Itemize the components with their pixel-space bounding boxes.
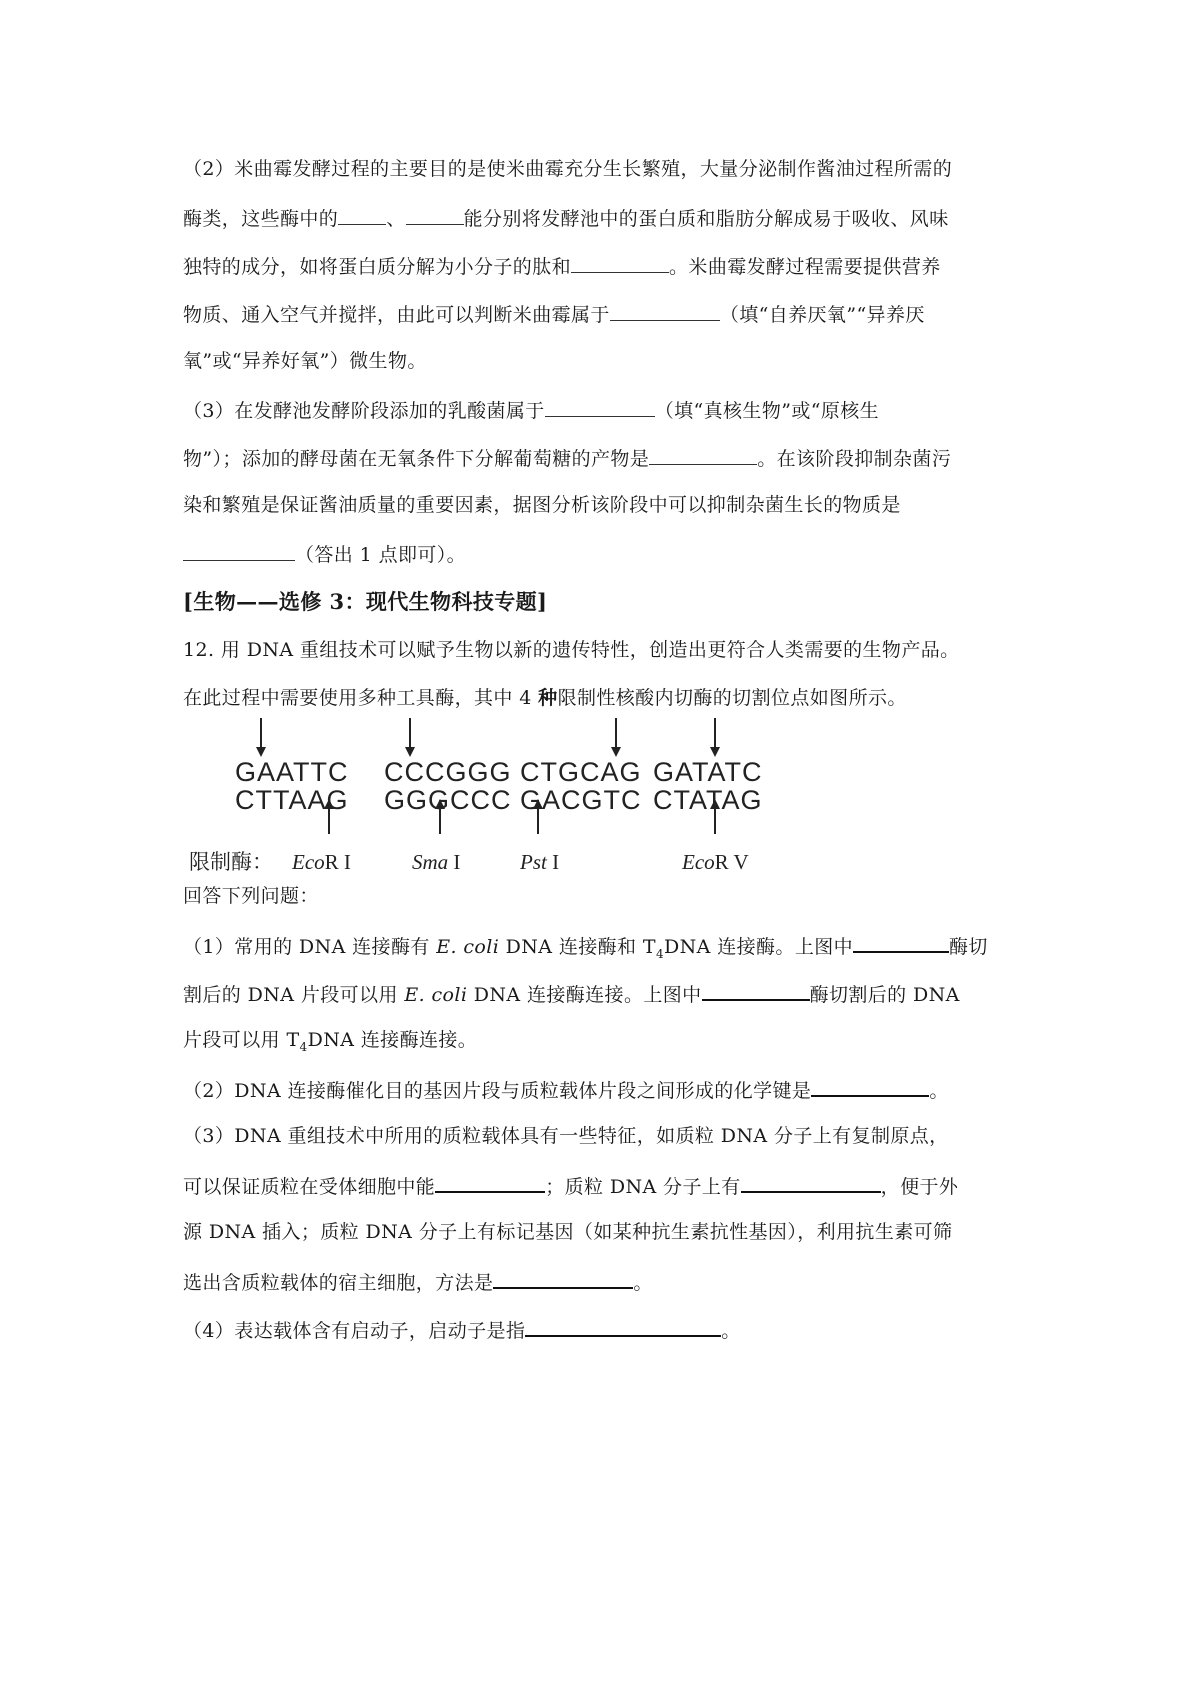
seq-top-psti: CTGCAG xyxy=(520,757,642,787)
q12-s1-line2 xyxy=(183,979,960,1008)
answer-blank[interactable] xyxy=(702,979,810,1001)
text: 。米曲霉发酵过程需要提供营养 xyxy=(669,256,941,278)
text: DNA 连接酶。上图中 xyxy=(664,936,854,958)
text: 。 xyxy=(721,1320,741,1342)
text: 、 xyxy=(386,208,406,230)
answer-blank[interactable] xyxy=(811,1075,929,1097)
q12-s2-line1 xyxy=(183,1075,949,1104)
answer-blank[interactable] xyxy=(741,1171,881,1193)
q12-intro-line1 xyxy=(183,637,960,663)
answer-blank[interactable] xyxy=(435,1171,545,1193)
q11-p3-line2 xyxy=(183,444,951,472)
enzyme-name-ecorv: EcoR V xyxy=(682,850,749,874)
text: 回答下列问题： xyxy=(183,885,319,907)
text: DNA 连接酶连接。上图中 xyxy=(467,984,702,1006)
seq-bottom-ecorv: CTATAG xyxy=(653,785,763,815)
text: 酶切割后的 DNA xyxy=(809,984,960,1006)
enzyme-name-smai: Sma I xyxy=(412,850,461,874)
seq-bottom-psti: GACGTC xyxy=(520,785,642,815)
text: 割后的 DNA 片段可以用 xyxy=(183,984,405,1006)
text: 酶切 xyxy=(949,936,988,958)
q12-s4-line1 xyxy=(183,1315,741,1344)
subscript: 4 xyxy=(299,1039,308,1054)
text: （2）米曲霉发酵过程的主要目的是使米曲霉充分生长繁殖，大量分泌制作酱油过程所需的 xyxy=(183,158,953,180)
text: 物质、通入空气并搅拌，由此可以判断米曲霉属于 xyxy=(183,304,610,326)
enzyme-label: 限制酶： xyxy=(189,850,273,874)
text: E. coli xyxy=(436,936,500,958)
seq-top-ecori: GAATTC xyxy=(235,757,349,787)
answer-blank[interactable] xyxy=(853,931,949,953)
q11-p2-line1 xyxy=(183,156,952,182)
text: （答出 1 点即可）。 xyxy=(295,544,467,566)
answer-blank[interactable] xyxy=(493,1267,633,1289)
seq-bottom-ecori: CTTAAG xyxy=(235,785,349,815)
text: 12. 用 DNA 重组技术可以赋予生物以新的遗传特性，创造出更符合人类需要的生物产品。 xyxy=(183,639,960,661)
text: 种 xyxy=(538,687,558,709)
q12-s3-line4 xyxy=(183,1267,653,1296)
q11-p2-line3 xyxy=(183,252,941,280)
text: （1）常用的 DNA 连接酶有 xyxy=(183,936,437,958)
text: （3）DNA 重组技术中所用的质粒载体具有一些特征，如质粒 DNA 分子上有复制原点， xyxy=(183,1125,949,1147)
seq-top-ecorv: GATATC xyxy=(653,757,763,787)
text: 物”）；添加的酵母菌在无氧条件下分解葡萄糖的产物是 xyxy=(183,448,650,470)
text: DNA 连接酶和 T xyxy=(499,936,656,958)
answer-blank[interactable] xyxy=(525,1315,721,1337)
q11-p2-line5 xyxy=(183,348,427,374)
restriction-site-figure xyxy=(185,708,785,883)
text: 酶类，这些酶中的 xyxy=(183,208,339,230)
text: 在此过程中需要使用多种工具酶，其中 4 xyxy=(183,687,539,709)
q11-p2-line2 xyxy=(183,204,949,232)
q12-s3-line3 xyxy=(183,1219,952,1245)
answer-blank[interactable] xyxy=(545,396,655,417)
text: ；质粒 DNA 分子上有 xyxy=(545,1176,741,1198)
text: （4）表达载体含有启动子，启动子是指 xyxy=(183,1320,526,1342)
text: 片段可以用 T xyxy=(183,1029,300,1051)
text: 源 DNA 插入；质粒 DNA 分子上有标记基因（如某种抗生素抗性基因），利用抗生素可筛 xyxy=(183,1221,953,1243)
text: 。在该阶段抑制杂菌污 xyxy=(757,448,952,470)
q11-p2-line4 xyxy=(183,300,925,328)
q12-prompt xyxy=(183,883,319,909)
q12-s3-line2 xyxy=(183,1171,958,1200)
seq-top-smai: CCCGGG xyxy=(384,757,512,787)
text: 能分别将发酵池中的蛋白质和脂肪分解成易于吸收、风味 xyxy=(463,208,949,230)
subscript: 4 xyxy=(655,946,664,961)
text: 染和繁殖是保证酱油质量的重要因素，据图分析该阶段中可以抑制杂菌生长的物质是 xyxy=(183,494,901,516)
text: 限制性核酸内切酶的切割位点如图所示。 xyxy=(557,687,907,709)
section-heading: [生物——选修 3：现代生物科技专题] xyxy=(183,589,548,614)
text: 氧”或“异养好氧”）微生物。 xyxy=(183,350,427,372)
q11-p3-line3 xyxy=(183,492,901,518)
text: 选出含质粒载体的宿主细胞，方法是 xyxy=(183,1272,494,1294)
text: 。 xyxy=(633,1272,653,1294)
enzyme-name-ecori: EcoR I xyxy=(292,850,351,874)
enzyme-name-psti: Pst I xyxy=(520,850,560,874)
text: （填“自养厌氧”“异养厌 xyxy=(719,304,925,326)
q12-s1-line1 xyxy=(183,931,988,967)
q12-s3-line1 xyxy=(183,1123,949,1149)
answer-blank[interactable] xyxy=(338,204,386,225)
answer-blank[interactable] xyxy=(406,204,464,225)
text: 独特的成分，如将蛋白质分解为小分子的肽和 xyxy=(183,256,572,278)
text: （填“真核生物”或“原核生 xyxy=(654,400,880,422)
text: E. coli xyxy=(404,984,468,1006)
seq-bottom-smai: GGGCCC xyxy=(384,785,512,815)
q11-p3-line4 xyxy=(183,540,466,568)
q11-p3-line1 xyxy=(183,396,879,424)
text: （2）DNA 连接酶催化目的基因片段与质粒载体片段之间形成的化学键是 xyxy=(183,1080,812,1102)
text: DNA 连接酶连接。 xyxy=(307,1029,478,1051)
answer-blank[interactable] xyxy=(610,300,720,321)
text: 可以保证质粒在受体细胞中能 xyxy=(183,1176,436,1198)
answer-blank[interactable] xyxy=(183,540,295,561)
text: 。 xyxy=(929,1080,949,1102)
text: ，便于外 xyxy=(880,1176,959,1198)
text: （3）在发酵池发酵阶段添加的乳酸菌属于 xyxy=(183,400,545,422)
q12-s1-line3 xyxy=(183,1027,477,1060)
answer-blank[interactable] xyxy=(649,444,757,465)
answer-blank[interactable] xyxy=(571,252,669,273)
